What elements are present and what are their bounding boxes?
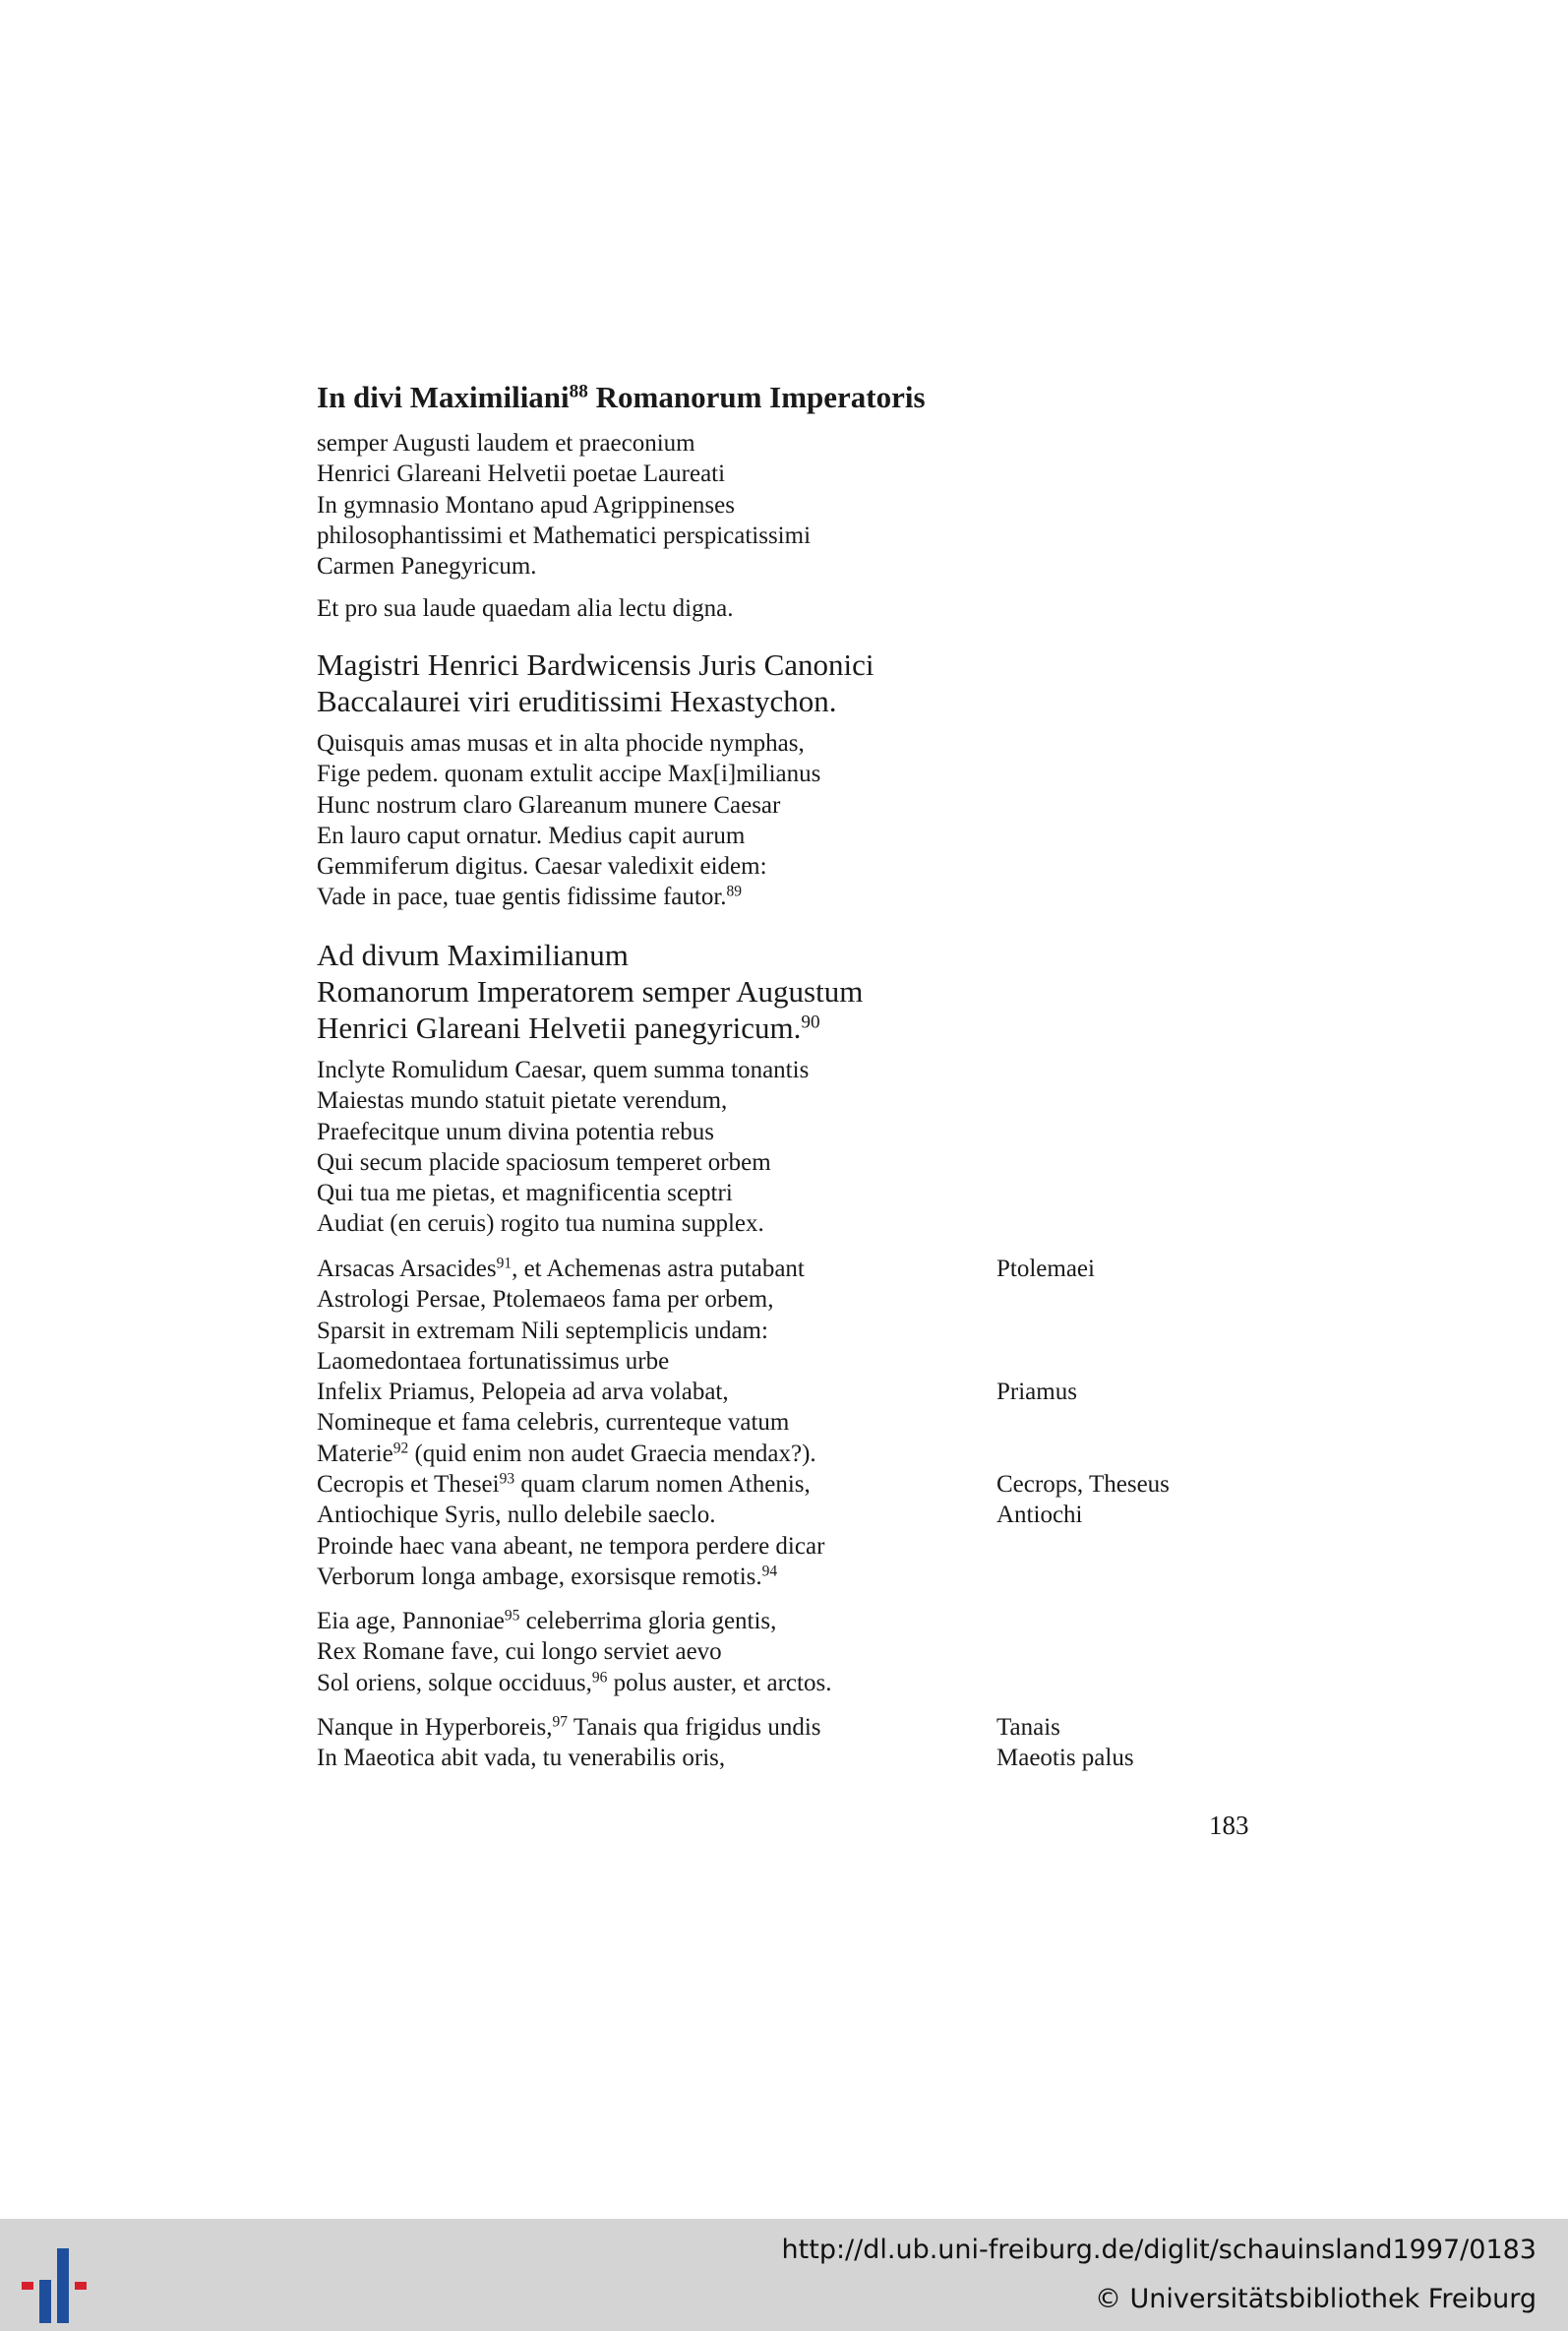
verse-line (317, 1284, 824, 1315)
verse-text: Vade in pace, tuae gentis fidissime fautor. (317, 884, 727, 911)
panegyric-verses-1 (317, 1055, 809, 1240)
verse-line (317, 1562, 824, 1592)
verse-line: En lauro caput ornatur. Medius capit aurum (317, 822, 746, 849)
footnote-ref-88: 88 (569, 381, 588, 402)
verse-line (317, 1407, 824, 1438)
panegyric-verses-2 (317, 1254, 1170, 1592)
verse-line (317, 1439, 824, 1469)
footnote-ref-91: 91 (496, 1255, 513, 1272)
verse-text: celeberrima gloria gentis, (519, 1608, 777, 1634)
verse-line: Inclyte Romulidum Caesar, quem summa tonantis (317, 1057, 810, 1083)
verse-text: Cecropis et Thesei (317, 1471, 500, 1499)
verse-line (317, 1254, 1095, 1284)
verse-line: Hunc nostrum claro Glareanum munere Caesar (317, 791, 781, 819)
verse-line: Praefecitque unum divina potentia rebus (317, 1118, 715, 1145)
verse-text: In Maeotica abit vada, tu venerabilis oris, (317, 1745, 726, 1772)
panegyric-verses-3 (317, 1606, 831, 1698)
footnote-ref-95: 95 (504, 1607, 520, 1625)
verse-text: Verborum longa ambage, exorsisque remotis. (317, 1563, 762, 1590)
heading-text: In divi Maximiliani (317, 380, 570, 414)
heading-text: Henrici Glareani Helvetii panegyricum. (317, 1011, 802, 1045)
subtitle-block (317, 428, 811, 582)
footnote-ref-93: 93 (499, 1470, 515, 1488)
verse-text: Sparsit in extremam Nili septemplicis undam: (317, 1317, 768, 1344)
verse-line (317, 1346, 824, 1377)
note-line-block (317, 593, 733, 624)
verse-line (317, 1316, 824, 1346)
copyright-text: © Universitätsbibliothek Freiburg (1094, 2284, 1537, 2314)
verse-text: Nanque in Hyperboreis, (317, 1714, 553, 1741)
margin-note: Ptolemaei (996, 1256, 1095, 1282)
footnote-ref-90: 90 (801, 1012, 820, 1033)
text-line: philosophantissimi et Mathematici perspicatissimi (317, 521, 812, 549)
heading-ad-divum (317, 937, 863, 1046)
footnote-ref-94: 94 (761, 1563, 778, 1580)
verse-line: Fige pedem. quonam extulit accipe Max[i]milianus (317, 761, 821, 788)
verse-line: Quisquis amas musas et in alta phocide nymphas, (317, 730, 805, 757)
verse-line (317, 1500, 1083, 1530)
text-line: Et pro sua laude quaedam alia lectu digna. (317, 595, 734, 622)
verse-line: Audiat (en ceruis) rogito tua numina supplex. (317, 1210, 764, 1238)
verse-text: Nomineque et fama celebris, currenteque vatum (317, 1409, 790, 1437)
heading-hexastychon (317, 646, 874, 719)
verse-text: Proinde haec vana abeant, ne tempora perdere dicar (317, 1532, 825, 1560)
footnote-ref-96: 96 (591, 1669, 608, 1687)
verse-text: Eia age, Pannoniae (317, 1608, 505, 1634)
heading-line: Baccalaurei viri eruditissimi Hexastychon. (317, 684, 837, 718)
footnote-ref-97: 97 (552, 1713, 569, 1731)
heading-text: Romanorum Imperatoris (587, 380, 926, 414)
verse-line: Gemmiferum digitus. Caesar valedixit eidem: (317, 853, 767, 881)
verse-text: Infelix Priamus, Pelopeia ad arva volabat, (317, 1379, 729, 1406)
heading-line: Magistri Henrici Bardwicensis Juris Canonici (317, 647, 874, 682)
verse-line (317, 1743, 1134, 1773)
page-number: 183 (1209, 1810, 1249, 1840)
text-line: Henrici Glareani Helvetii poetae Laureati (317, 460, 726, 488)
source-url-link[interactable]: http://dl.ub.uni-freiburg.de/diglit/schauinsland1997/0183 (781, 2235, 1537, 2265)
verse-line (317, 1377, 1077, 1407)
verse-text: (quid enim non audet Graecia mendax?). (408, 1440, 816, 1467)
margin-note: Maeotis palus (996, 1745, 1134, 1772)
verse-text: Laomedontaea fortunatissimus urbe (317, 1347, 670, 1375)
hexastychon-verses (317, 728, 820, 913)
verse-text: Materie (317, 1440, 393, 1467)
text-line: semper Augusti laudem et praeconium (317, 430, 695, 457)
text-line: In gymnasio Montano apud Agrippinenses (317, 491, 735, 519)
panegyric-verses-4 (317, 1712, 1134, 1774)
verse-line (317, 1636, 831, 1667)
verse-line (317, 1668, 831, 1698)
margin-note: Cecrops, Theseus (996, 1471, 1170, 1499)
text-line: Carmen Panegyricum. (317, 553, 537, 581)
verse-line (317, 882, 820, 912)
heading-line: Romanorum Imperatorem semper Augustum (317, 974, 864, 1009)
verse-text: Rex Romane fave, cui longo serviet aevo (317, 1638, 722, 1666)
footnote-ref-89: 89 (726, 883, 743, 900)
verse-text: Antiochique Syris, nullo delebile saeclo. (317, 1502, 716, 1529)
heading-line: Ad divum Maximilianum (317, 938, 629, 972)
verse-text: Arsacas Arsacides (317, 1256, 497, 1282)
verse-text: , et Achemenas astra putabant (512, 1256, 805, 1282)
footer-bar (0, 2219, 1568, 2331)
heading-in-divi-maximiliani (317, 379, 926, 415)
verse-line (317, 1531, 824, 1562)
margin-note: Antiochi (996, 1502, 1083, 1529)
verse-line (317, 1606, 831, 1636)
footnote-ref-92: 92 (392, 1440, 409, 1457)
verse-line: Maiestas mundo statuit pietate verendum, (317, 1087, 728, 1115)
verse-text: Sol oriens, solque occiduus, (317, 1669, 592, 1696)
verse-text: polus auster, et arctos. (607, 1669, 832, 1696)
verse-text: quam clarum nomen Athenis, (514, 1471, 811, 1499)
verse-text: Tanais qua frigidus undis (568, 1714, 821, 1741)
verse-text: Astrologi Persae, Ptolemaeos fama per orbem, (317, 1286, 774, 1314)
verse-line (317, 1712, 1060, 1743)
heading-line (317, 1010, 863, 1046)
verse-line: Qui secum placide spaciosum temperet orbem (317, 1148, 771, 1176)
margin-note: Priamus (996, 1379, 1077, 1406)
margin-note: Tanais (996, 1714, 1060, 1741)
verse-line (317, 1469, 1170, 1500)
ub-freiburg-logo-icon (20, 2235, 98, 2323)
verse-line: Qui tua me pietas, et magnificentia sceptri (317, 1180, 733, 1207)
